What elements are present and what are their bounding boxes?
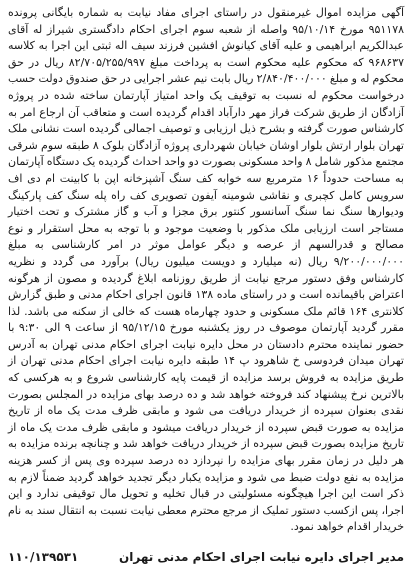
auction-notice [2,2,410,574]
notice-signature: مدیر اجرای دایره نیابت اجرای احکام مدنی تهران [119,550,404,564]
notice-footer [8,546,404,568]
notice-body-text: آگهی مزایده اموال غیرمنقول در راستای اجرای مفاد نیابت به شماره بایگانی پرونده ۹۵۱۱۷۸ مورخ ۹۵/۱۰/۱۴ واصله از شعبه سوم اجرای احکام دادگستری شیراز له آقای عبدالکریم ابراهیمی و علیه آقای کیانوش افشین فرزند سیف اله ثبتی این اجرا به کلاسه ۹۶۸۶۳۷ که محکوم علیه محکوم است به پرداخت مبلغ ۸۲/۷۰۵/۲۵۵/۹۹۷ ریال در حق محکوم له و مبلغ ۲/۸۴۰/۴۰۰/۰۰۰ ریال بابت نیم عشر اجرایی در حق صندوق دولت حسب درخواست محکوم له نسبت به توقیف یک واحد امتیاز آپارتمان ساخته شده در پروژه آزادگان از طریق شرکت فراز مهر دارآباد اقدام گردیده است و متعاقب آن ارجاع امر به کارشناس صورت گرفته و بشرح ذیل ارزیابی و توصیف اجمالی گردیده است نشانی ملک تهران بلوار ارتش بلوار اوشان خیابان شهرداری پروژه آزادگان بلوک ۸ طبقه سوم شرقی مجتمع مذکور شامل ۸ واحد مسکونی بصورت دو واحد احداث گردیده یک دستگاه آپارتمان به مساحت حدوداً ۱۶ مترمربع سه خوابه کف سنگ آشپزخانه اپن با کابینت ام دی اف سرویس کامل کچبری و نقاشی شومینه آیفون تصویری کف راه پله سنگ کف پارکینگ ودیوارها سنگ نما سنگ آسانسور کنتور برق مجزا و آب و گاز مشترک و تحت اختیار مستاجر است ارزیابی ملک مذکور با وضعیت موجود و با توجه به محل استقرار و نوع مصالح و قدرالسهم از عرصه و دیگر عوامل موثر در امر کارشناسی به مبلغ ۹/۲۰۰/۰۰۰/۰۰۰ ریال (نه میلیارد و دویست میلیون ریال) برآورد می گردد و نظریه کارشناس وفق دستور مرجع نیابت از طریق روزنامه ابلاغ گردیده و مصون از هرگونه اعتراض باقیمانده است و در راستای ماده ۱۳۸ قانون اجرای احکام مدنی و طبق گزارش کلانتری ۱۶۴ قائم ملک مسکونی و حدود چهارماه هست که خالی از سکنه می باشد. لذا مقرر گردید آپارتمان موصوف در روز یکشنبه مورخ ۹۵/۱۲/۱۵ از ساعت ۹ الی ۹:۳۰ با حضور نماینده محترم دادستان در محل دایره نیابت اجرای احکام مدنی تهران به آدرس تهران میدان فردوسی خ شاهرود پ ۱۴ طبقه دایره نیابت اجرای احکام مدنی تهران از طریق مزایده به فروش برسد مزایده از قیمت پایه کارشناسی شروع و به هرکسی که بالاترین نرخ پیشنهاد کند فروخته خواهد شد و ده درصد بهای مزایده در المجلس بصورت نقدی بعنوان سپرده از خریدار دریافت می شود و مابقی ظرف مدت یک ماه از تاریخ مزایده به صورت قبض سپرده از خریدار دریافت میشود و مابقی ظرف مدت یک ماه از تاریخ مزایده بصورت قبض سپرده از خریدار دریافت خواهد شد و چنانچه برنده مزایده به هر دلیل در زمان مقرر بهای مزایده را نپردازد ده درصد سپرده وی پس از کسر هزینه مزایده به نفع دولت ضبط می شود و مزایده یکبار دیگر تجدید خواهد گردید ضمناً لازم به ذکر است این اجرا هیچگونه مسئولیتی در قبال تخلیه و تحویل مال توقیفی ندارد و این اجرا، پس ازکسب دستور تملیک از مرجع محترم معطی نیابت نسبت به انتقال سند به نام خریدار اقدام خواهد نمود. [8,6,405,534]
notice-reference-number: ۱۱۰/۱۳۹۵۳۱ [8,550,79,564]
